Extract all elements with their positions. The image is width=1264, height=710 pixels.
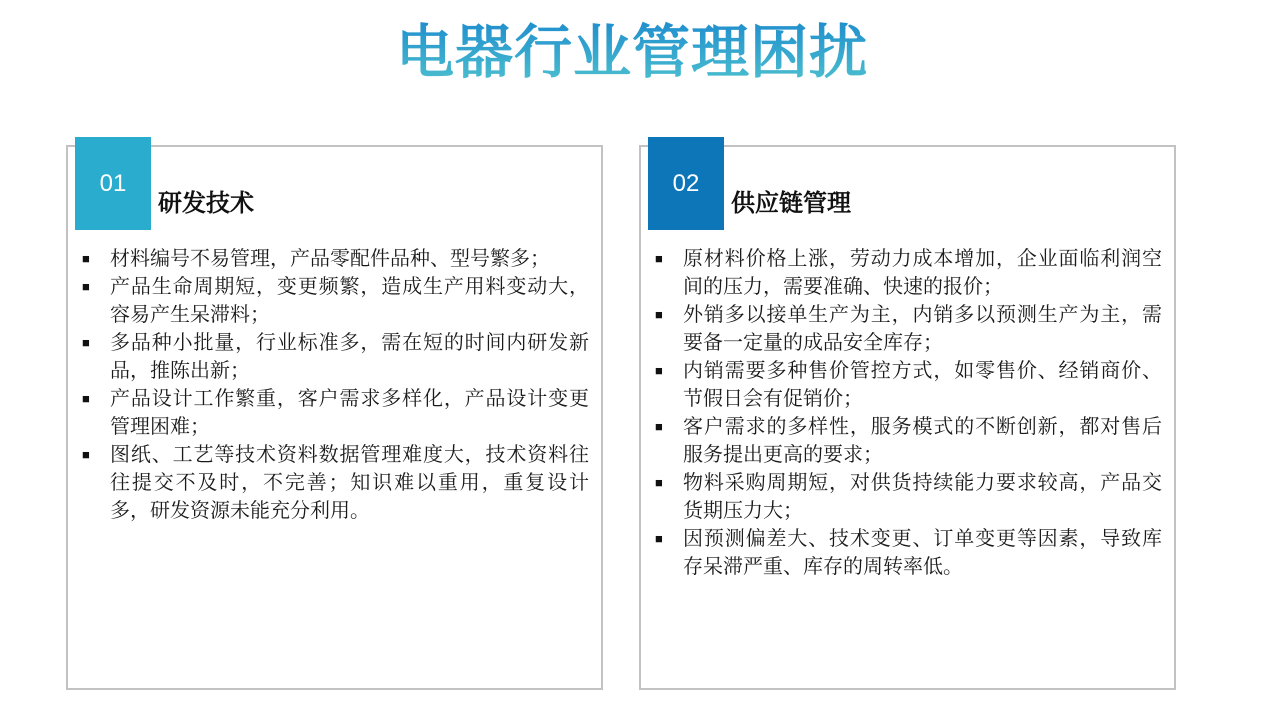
bullet-text: 物料采购周期短，对供货持续能力要求较高，产品交货期压力大； — [683, 472, 1162, 522]
bullet-item — [655, 469, 1162, 525]
card-number: 02 — [672, 169, 700, 197]
bullet-square-icon: ■ — [82, 447, 90, 462]
cards-row — [66, 145, 1176, 690]
bullet-square-icon: ■ — [82, 279, 90, 294]
bullet-item — [655, 301, 1162, 357]
bullet-square-icon: ■ — [655, 419, 663, 434]
bullet-item — [82, 441, 589, 525]
card-number-badge — [75, 137, 151, 230]
bullet-item — [82, 273, 589, 329]
card-heading: 供应链管理 — [731, 190, 851, 217]
bullet-text: 产品设计工作繁重，客户需求多样化，产品设计变更管理困难； — [110, 388, 589, 438]
bullet-item — [655, 525, 1162, 581]
bullet-text: 外销多以接单生产为主，内销多以预测生产为主，需要备一定量的成品安全库存； — [683, 304, 1162, 354]
bullet-square-icon: ■ — [82, 251, 90, 266]
bullet-text: 客户需求的多样性，服务模式的不断创新，都对售后服务提出更高的要求； — [683, 416, 1162, 466]
bullet-square-icon: ■ — [82, 391, 90, 406]
bullet-item — [655, 357, 1162, 413]
bullet-square-icon: ■ — [655, 531, 663, 546]
bullet-list — [68, 245, 601, 525]
bullet-square-icon: ■ — [655, 363, 663, 378]
bullet-square-icon: ■ — [655, 475, 663, 490]
bullet-square-icon: ■ — [655, 251, 663, 266]
card-rd-technology — [66, 145, 603, 690]
bullet-item — [655, 245, 1162, 301]
bullet-item — [82, 245, 589, 273]
bullet-item — [82, 329, 589, 385]
card-heading: 研发技术 — [158, 190, 254, 217]
bullet-text: 产品生命周期短，变更频繁，造成生产用料变动大，容易产生呆滞料； — [110, 276, 589, 326]
bullet-text: 材料编号不易管理，产品零配件品种、型号繁多； — [110, 248, 550, 270]
bullet-text: 内销需要多种售价管控方式，如零售价、经销商价、节假日会有促销价； — [683, 360, 1162, 410]
bullet-item — [82, 385, 589, 441]
bullet-text: 原材料价格上涨，劳动力成本增加，企业面临利润空间的压力，需要准确、快速的报价； — [683, 248, 1162, 298]
bullet-text: 多品种小批量，行业标准多，需在短的时间内研发新品，推陈出新； — [110, 332, 589, 382]
page-title: 电器行业管理困扰 — [0, 18, 1264, 88]
bullet-text: 图纸、工艺等技术资料数据管理难度大，技术资料往往提交不及时，不完善；知识难以重用，重复设计多，研发资源未能充分利用。 — [110, 444, 589, 522]
card-number-badge — [648, 137, 724, 230]
bullet-item — [655, 413, 1162, 469]
bullet-square-icon: ■ — [82, 335, 90, 350]
card-supply-chain — [639, 145, 1176, 690]
bullet-square-icon: ■ — [655, 307, 663, 322]
bullet-list — [641, 245, 1174, 581]
card-number: 01 — [99, 169, 127, 197]
bullet-text: 因预测偏差大、技术变更、订单变更等因素，导致库存呆滞严重、库存的周转率低。 — [683, 528, 1162, 578]
